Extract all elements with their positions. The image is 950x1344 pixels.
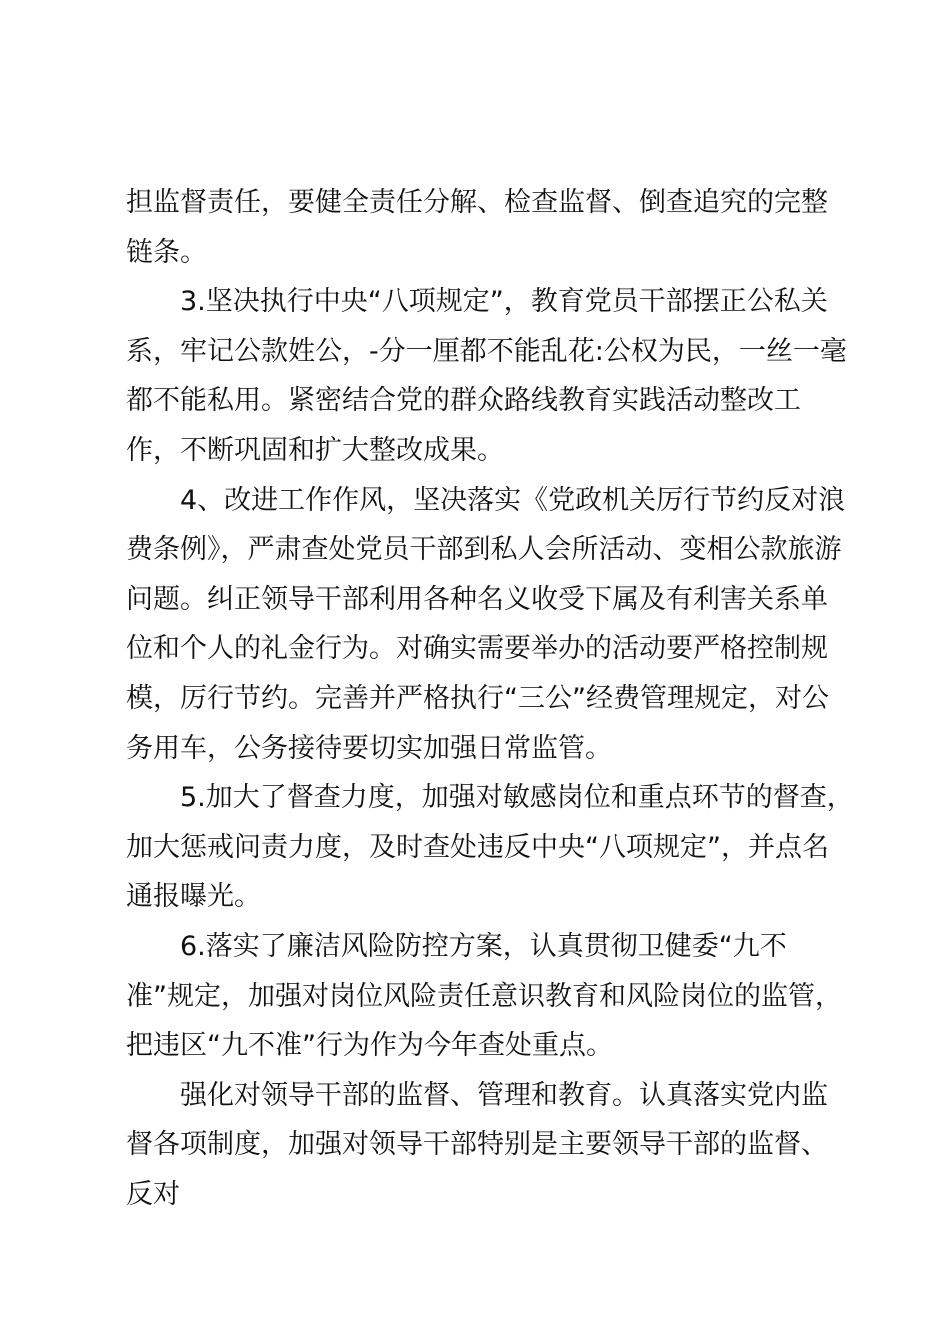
paragraph-item-4-work-style: 4、改进工作作风，坚决落实《党政机关厉行节约反对浪费条例》，严肃查处党员干部到私人会所活动、变相公款旅游问题。纠正领导干部利用各种名义收受下属及有利害关系单位和个人的礼金行为。对确实需要举办的活动要严格控制规模，厉行节约。完善并严格执行“三公”经费管理规定，对公务用车，公务接待要切实加强日常监管。 [126,484,846,764]
document-body [126,178,854,1219]
paragraph-item-3-eight-rules: 3.坚决执行中央“八项规定”，教育党员干部摆正公私关系，牢记公款姓公，-分一厘都不能乱花:公权为民，一丝一毫都不能私用。紧密结合党的群众路线教育实践活动整改工作，不断巩固和扩大整改成果。 [126,286,847,466]
paragraph-leader-supervision: 强化对领导干部的监督、管理和教育。认真落实党内监督各项制度，加强对领导干部特别是主要领导干部的监督、反对 [126,1079,828,1210]
paragraph-item-6-integrity-risk: 6.落实了廉洁风险防控方案，认真贯彻卫健委“九不准”规定，加强对岗位风险责任意识教育和风险岗位的监管，把违区“九不准”行为作为今年查处重点。 [126,930,842,1062]
paragraph-item-5-supervision: 5.加大了督查力度，加强对敏感岗位和重点环节的督查，加大惩戒问责力度，及时查处违反中央“八项规定”，并点名通报曝光。 [126,782,854,913]
paragraph-responsibility-chain: 担监督责任，要健全责任分解、检查监督、倒查追究的完整链条。 [126,187,828,268]
